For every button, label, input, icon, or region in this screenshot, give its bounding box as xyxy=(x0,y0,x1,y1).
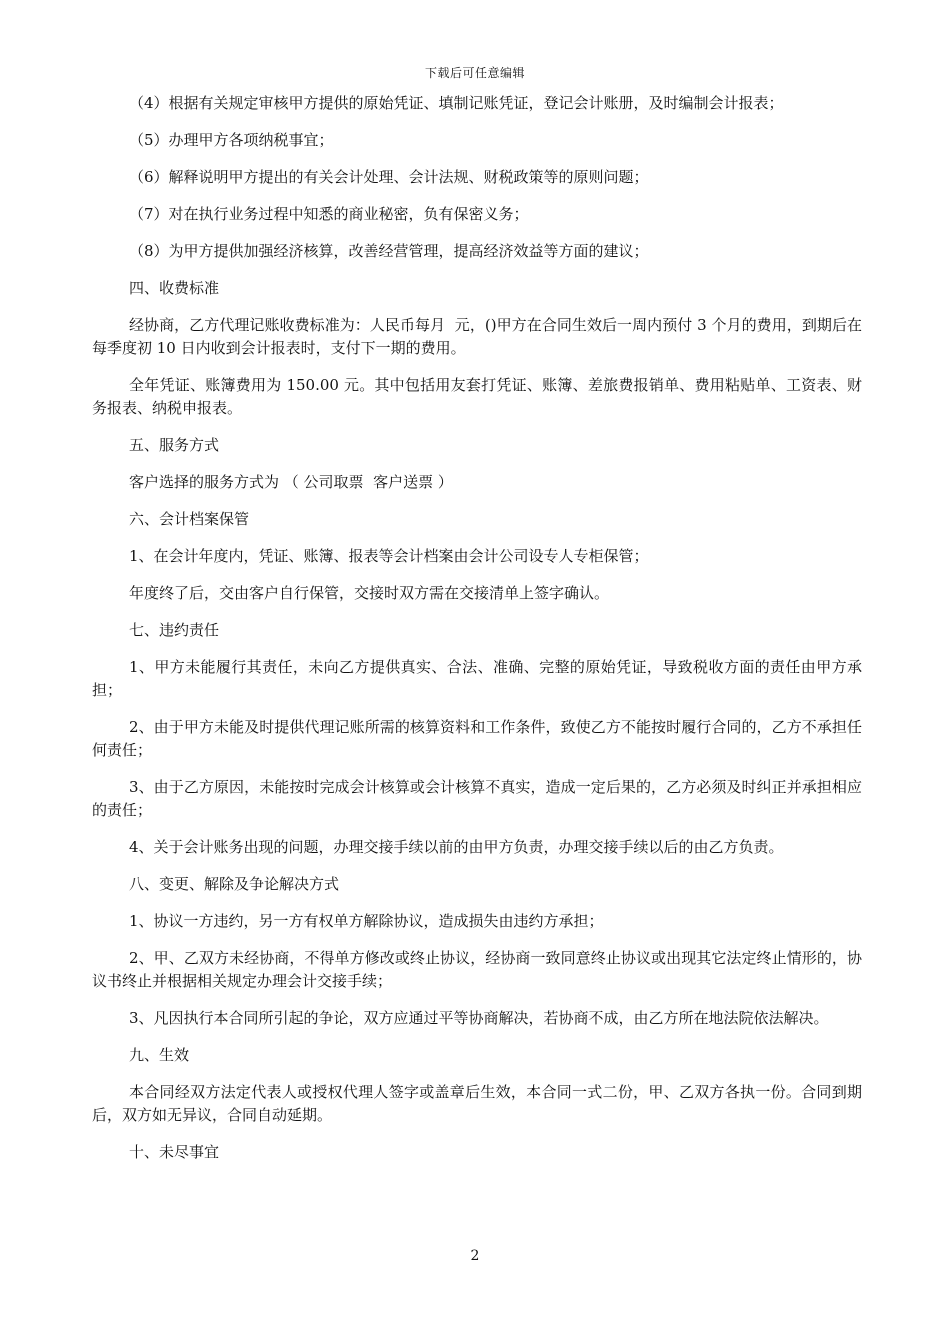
clause-7: （7）对在执行业务过程中知悉的商业秘密，负有保密义务； xyxy=(129,205,529,223)
clause-5: （5）办理甲方各项纳税事宜； xyxy=(129,131,334,149)
liability-paragraph-4: 4、关于会计账务出现的问题，办理交接手续以前的由甲方负责，办理交接手续以后的由乙方负责。 xyxy=(129,838,784,856)
section-heading-dispute: 八、变更、解除及争论解决方式 xyxy=(129,875,340,893)
dispute-paragraph-1: 1、协议一方违约，另一方有权单方解除协议，造成损失由违约方承担； xyxy=(129,912,604,930)
clause-6: （6）解释说明甲方提出的有关会计处理、会计法规、财税政策等的原则问题； xyxy=(129,168,649,186)
clause-4: （4）根据有关规定审核甲方提供的原始凭证、填制记账凭证，登记会计账册，及时编制会计报表； xyxy=(129,94,784,112)
page-header: 下载后可任意编辑 xyxy=(424,66,525,80)
liability-paragraph-1: 1、甲方未能履行其责任，未向乙方提供真实、合法、准确、完整的原始凭证，导致税收方面的责任由甲方承担； xyxy=(92,658,862,699)
service-paragraph: 客户选择的服务方式为 （ 公司取票 客户送票 ） xyxy=(129,473,453,491)
effect-paragraph: 本合同经双方法定代表人或授权代理人签字或盖章后生效，本合同一式二份，甲、乙双方各执一份。合同到期后，双方如无异议，合同自动延期。 xyxy=(92,1083,862,1124)
liability-paragraph-2: 2、由于甲方未能及时提供代理记账所需的核算资料和工作条件，致使乙方不能按时履行合同的，乙方不承担任何责任； xyxy=(92,718,862,759)
document-body xyxy=(92,92,862,1178)
section-heading-effect: 九、生效 xyxy=(129,1046,190,1064)
clause-8: （8）为甲方提供加强经济核算，改善经营管理，提高经济效益等方面的建议； xyxy=(129,242,649,260)
section-heading-fees: 四、收费标准 xyxy=(129,279,220,297)
page-number: 2 xyxy=(470,1248,480,1264)
section-heading-service: 五、服务方式 xyxy=(129,436,220,454)
section-heading-misc: 十、未尽事宜 xyxy=(129,1143,220,1161)
archive-paragraph-2: 年度终了后，交由客户自行保管，交接时双方需在交接清单上签字确认。 xyxy=(129,584,610,602)
liability-paragraph-3: 3、由于乙方原因，未能按时完成会计核算或会计核算不真实，造成一定后果的，乙方必须及时纠正并承担相应的责任； xyxy=(92,778,862,819)
dispute-paragraph-2: 2、甲、乙双方未经协商，不得单方修改或终止协议，经协商一致同意终止协议或出现其它法定终止情形的，协议书终止并根据相关规定办理会计交接手续； xyxy=(92,949,862,990)
fees-paragraph-2: 全年凭证、账簿费用为 150.00 元。其中包括用友套打凭证、账簿、差旅费报销单、费用粘贴单、工资表、财务报表、纳税申报表。 xyxy=(92,376,862,417)
section-heading-liability: 七、违约责任 xyxy=(129,621,220,639)
archive-paragraph-1: 1、在会计年度内，凭证、账簿、报表等会计档案由会计公司设专人专柜保管； xyxy=(129,547,649,565)
fees-paragraph-1: 经协商，乙方代理记账收费标准为：人民币每月 元，()甲方在合同生效后一周内预付 3 个月的费用，到期后在每季度初 10 日内收到会计报表时，支付下一期的费用。 xyxy=(92,316,862,357)
dispute-paragraph-3: 3、凡因执行本合同所引起的争论，双方应通过平等协商解决，若协商不成，由乙方所在地法院依法解决。 xyxy=(129,1009,829,1027)
section-heading-archive: 六、会计档案保管 xyxy=(129,510,250,528)
